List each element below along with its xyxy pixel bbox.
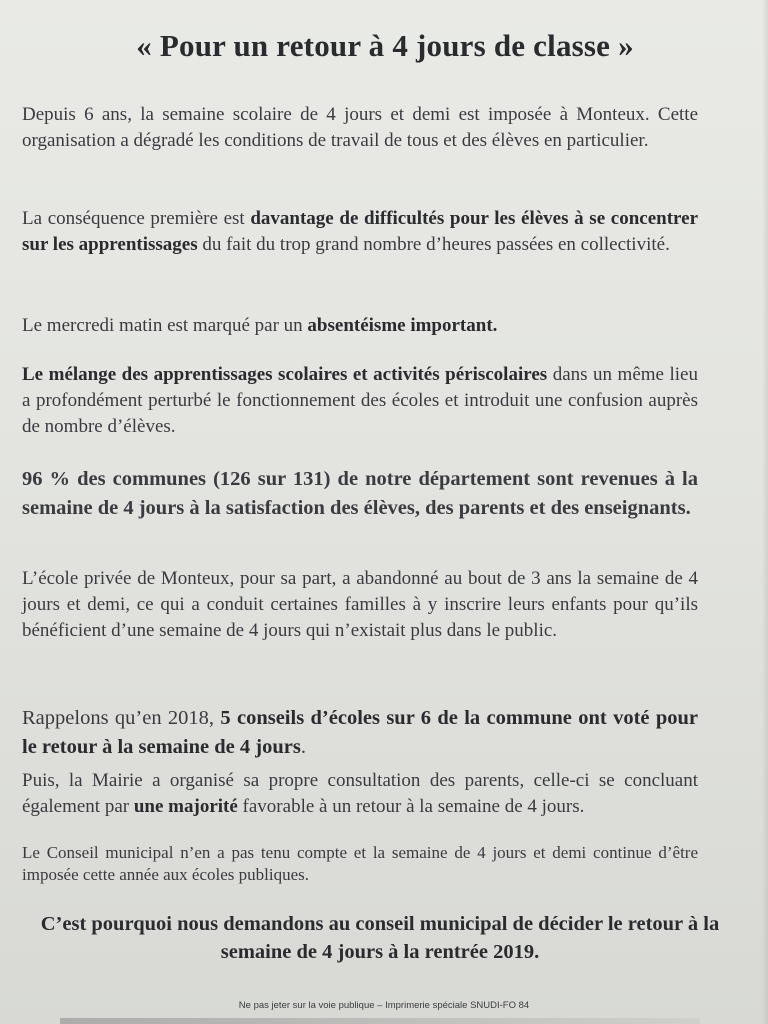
text-run: Depuis 6 ans, la semaine scolaire de 4 jours et demi est imposée à Monteux. Cette organisation a dégradé les conditions de travail de tous et des élèves en particulier. [22, 104, 698, 151]
bold-text-run: davantage de difficultés pour les élèves à se concentrer sur les apprentissages [22, 208, 698, 255]
paragraph-2018-vote [22, 704, 698, 762]
text-run: du fait du trop grand nombre d’heures passées en collectivité. [197, 234, 670, 255]
paragraph-consultation [22, 768, 698, 820]
bold-text-run: absentéisme important. [307, 315, 498, 336]
text-run: favorable à un retour à la semaine de 4 jours. [237, 796, 585, 817]
text-run: La conséquence première est [22, 208, 251, 229]
text-run: . [300, 736, 306, 758]
paragraph-private-school [22, 566, 698, 644]
conclusion-demand: C’est pourquoi nous demandons au conseil municipal de décider le retour à la semaine de 4 jours à la rentrée 2019. [40, 913, 720, 963]
text-run: Le Conseil municipal n’en a pas tenu compte et la semaine de 4 jours et demi continue d’être imposée cette année aux écoles publiques. [22, 843, 698, 884]
paragraph-statistics [22, 465, 698, 523]
bold-text-run: Le mélange des apprentissages scolaires et activités périscolaires [22, 364, 548, 385]
paragraph-intro [22, 102, 698, 154]
paragraph-consequence [22, 206, 698, 258]
text-run: dans un même lieu a profondément perturbé le fonctionnement des écoles et introduit une confusion auprès de nombre d’élèves. [22, 364, 698, 437]
bold-text-run: 5 conseils d’écoles sur 6 de la commune ont voté pour le retour à la semaine de 4 jours [22, 707, 698, 758]
paragraph-wednesday [22, 313, 698, 339]
paragraph-mix [22, 362, 698, 440]
printer-footer: Ne pas jeter sur la voie publique – Imprimerie spéciale SNUDI-FO 84 [238, 1000, 530, 1011]
text-run: Puis, la Mairie a organisé sa propre consultation des parents, celle-ci se concluant également par [22, 770, 698, 817]
text-run: Le mercredi matin est marqué par un [22, 315, 308, 336]
bold-text-run: 96 % des communes (126 sur 131) de notre département sont revenues à la semaine de 4 jours à la satisfaction des élèves, des parents et des enseignants. [22, 468, 698, 519]
text-run: Rappelons qu’en 2018, [22, 707, 221, 729]
text-run: L’école privée de Monteux, pour sa part, a abandonné au bout de 3 ans la semaine de 4 jours et demi, ce qui a conduit certaines familles à y inscrire leurs enfants pour qu’ils bénéficient d’une semaine de 4 jours qui n’existait plus dans le public. [22, 568, 698, 641]
page-shadow-edge [762, 0, 768, 1024]
page-bottom-cut [60, 1018, 700, 1024]
page-title: « Pour un retour à 4 jours de classe » [136, 28, 634, 63]
paragraph-council [22, 842, 698, 886]
bold-text-run: une majorité [133, 796, 238, 817]
